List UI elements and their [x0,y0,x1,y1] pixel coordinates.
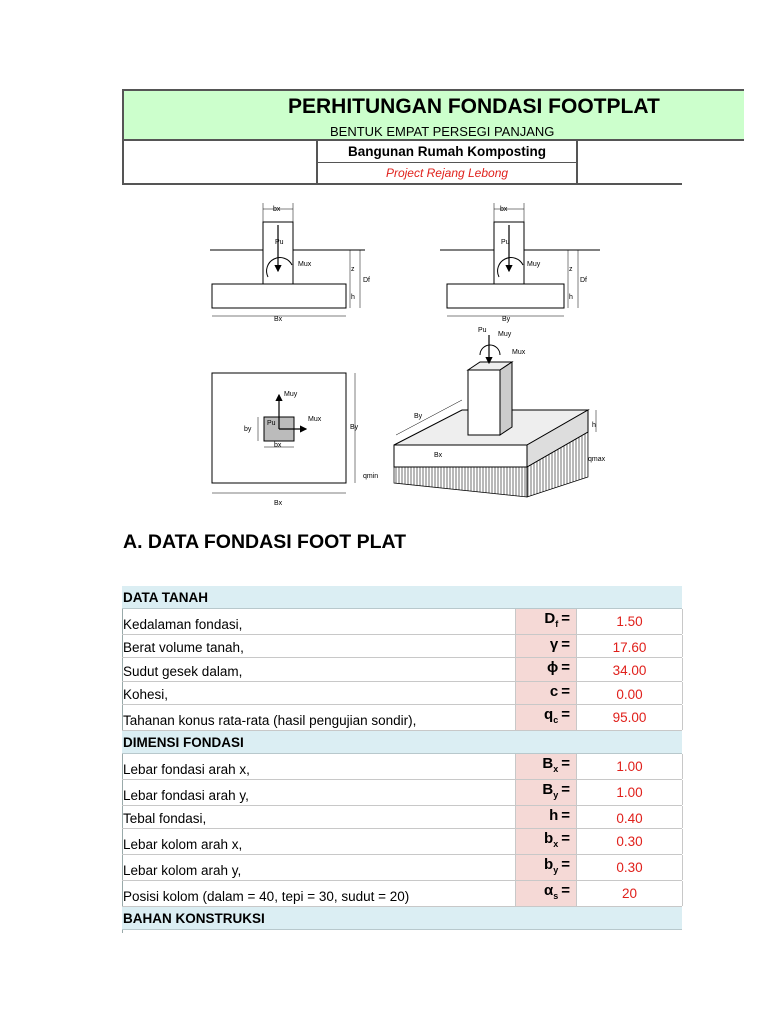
row-label: Kedalaman fondasi, [123,617,243,633]
symbol-letter: B [542,754,554,772]
plan-view-diagram [212,373,359,507]
row-value[interactable]: 1.00 [577,754,683,779]
symbol-equals: = [561,682,570,700]
symbol-subscript: x [553,839,559,850]
table-row [122,881,682,907]
row-symbol [515,635,577,657]
row-symbol [515,658,577,680]
label-muy: Muy [527,261,541,268]
label-bx: bx [273,206,281,213]
label-muy-3d: Muy [498,331,512,338]
row-symbol [515,682,577,704]
row-label: Tahanan konus rata-rata (hasil pengujian sondir), [123,712,417,728]
symbol-equals: = [561,636,570,654]
elevation-x-diagram [210,203,370,323]
label-df: Df [363,277,370,284]
label-qmin: qmin [363,473,379,480]
symbol-letter: α [543,882,554,900]
symbol-subscript: s [553,891,559,902]
row-label: Lebar fondasi arah x, [123,761,250,777]
label-By-plan: By [350,424,359,431]
label-Bx-plan: Bx [274,500,283,507]
row-value[interactable]: 0.30 [577,829,683,854]
label-mux: Mux [298,261,312,268]
label-pu-plan: Pu [267,420,276,427]
table-row [122,682,682,705]
label-h-2: h [569,294,573,301]
symbol-subscript: c [553,714,559,725]
label-h-3d: h [592,422,596,429]
row-value[interactable]: 17.60 [577,635,683,657]
elevation-y-diagram [440,203,600,323]
row-label: Sudut gesek dalam, [123,663,243,679]
row-value[interactable]: 20 [577,881,683,906]
row-label: Lebar kolom arah y, [123,863,242,879]
group-header-label: DATA TANAH [123,590,208,606]
building-name: Bangunan Rumah Komposting [318,141,576,163]
symbol-equals: = [561,754,570,772]
row-label: Berat volume tanah, [123,640,244,656]
row-value[interactable]: 0.00 [577,682,683,704]
symbol-subscript: y [553,865,559,876]
table-row [122,635,682,658]
symbol-equals: = [561,830,570,848]
table-row [122,754,682,780]
symbol-equals: = [561,610,570,628]
symbol-equals: = [561,856,570,874]
row-symbol [515,806,577,828]
row-symbol [515,881,577,906]
label-pu-2: Pu [501,239,510,246]
label-mux-plan: Mux [308,416,322,423]
label-pu: Pu [275,239,284,246]
label-df-2: Df [580,277,587,284]
row-label: Posisi kolom (dalam = 40, tepi = 30, sudut = 20) [123,889,410,905]
title-band [122,89,744,141]
row-label: Lebar fondasi arah y, [123,787,249,803]
label-mux-3d: Mux [512,349,526,356]
symbol-letter: D [544,610,556,628]
row-symbol [515,754,577,779]
row-symbol [515,609,577,634]
project-info-cell [316,141,578,183]
symbol-letter: c [549,682,559,700]
label-Bx: Bx [274,316,283,323]
row-symbol [515,829,577,854]
symbol-letter: ϕ [546,659,559,677]
group-header [122,731,682,754]
symbol-equals: = [561,882,570,900]
label-bx-plan: bx [274,442,282,449]
label-pu-3d: Pu [478,327,487,334]
data-table [122,586,682,930]
table-row [122,806,682,829]
table-row [122,780,682,806]
symbol-subscript: f [555,619,559,630]
row-symbol [515,780,577,805]
label-By: By [502,316,511,323]
group-header [122,586,682,609]
row-value[interactable]: 0.40 [577,806,683,828]
label-By-3d: By [414,413,423,420]
table-row [122,855,682,881]
row-label: Tebal fondasi, [123,811,207,827]
symbol-equals: = [561,705,570,723]
page-subtitle: BENTUK EMPAT PERSEGI PANJANG [330,124,555,139]
label-qmax: qmax [588,456,606,463]
symbol-letter: γ [549,636,559,654]
row-label: Kohesi, [123,686,169,702]
symbol-letter: q [544,705,554,723]
label-bx-2: bx [500,206,508,213]
row-value[interactable]: 1.00 [577,780,683,805]
row-symbol [515,855,577,880]
symbol-subscript: x [553,763,559,774]
symbol-equals: = [561,806,570,824]
label-by-plan: by [244,426,252,433]
label-Bx-3d: Bx [434,452,443,459]
symbol-subscript: y [553,789,559,800]
symbol-equals: = [561,780,570,798]
table-row [122,658,682,681]
group-header-label: BAHAN KONSTRUKSI [123,911,265,927]
row-label: Lebar kolom arah x, [123,837,243,853]
section-title: A. DATA FONDASI FOOT PLAT [123,531,407,553]
label-h: h [351,294,355,301]
label-muy-plan: Muy [284,391,298,398]
symbol-equals: = [561,659,570,677]
row-symbol [515,705,577,730]
group-header-label: DIMENSI FONDASI [123,734,244,750]
project-name: Project Rejang Lebong [385,166,509,180]
table-row [122,829,682,855]
label-z-2: z [569,266,573,273]
row-value[interactable]: 34.00 [577,658,683,680]
row-value[interactable]: 95.00 [577,705,683,730]
group-header [122,907,682,930]
table-row [122,705,682,731]
table-row [122,609,682,635]
symbol-letter: b [544,856,554,874]
document-header [122,89,682,185]
row-value[interactable]: 1.50 [577,609,683,634]
page-title: PERHITUNGAN FONDASI FOOTPLAT [288,95,660,118]
footplate-diagram [200,195,620,515]
symbol-letter: b [544,830,554,848]
isometric-view-diagram [363,327,606,497]
label-z: z [351,266,355,273]
symbol-letter: h [549,806,559,824]
symbol-letter: B [542,780,554,798]
row-value[interactable]: 0.30 [577,855,683,880]
project-info-row [122,141,682,185]
